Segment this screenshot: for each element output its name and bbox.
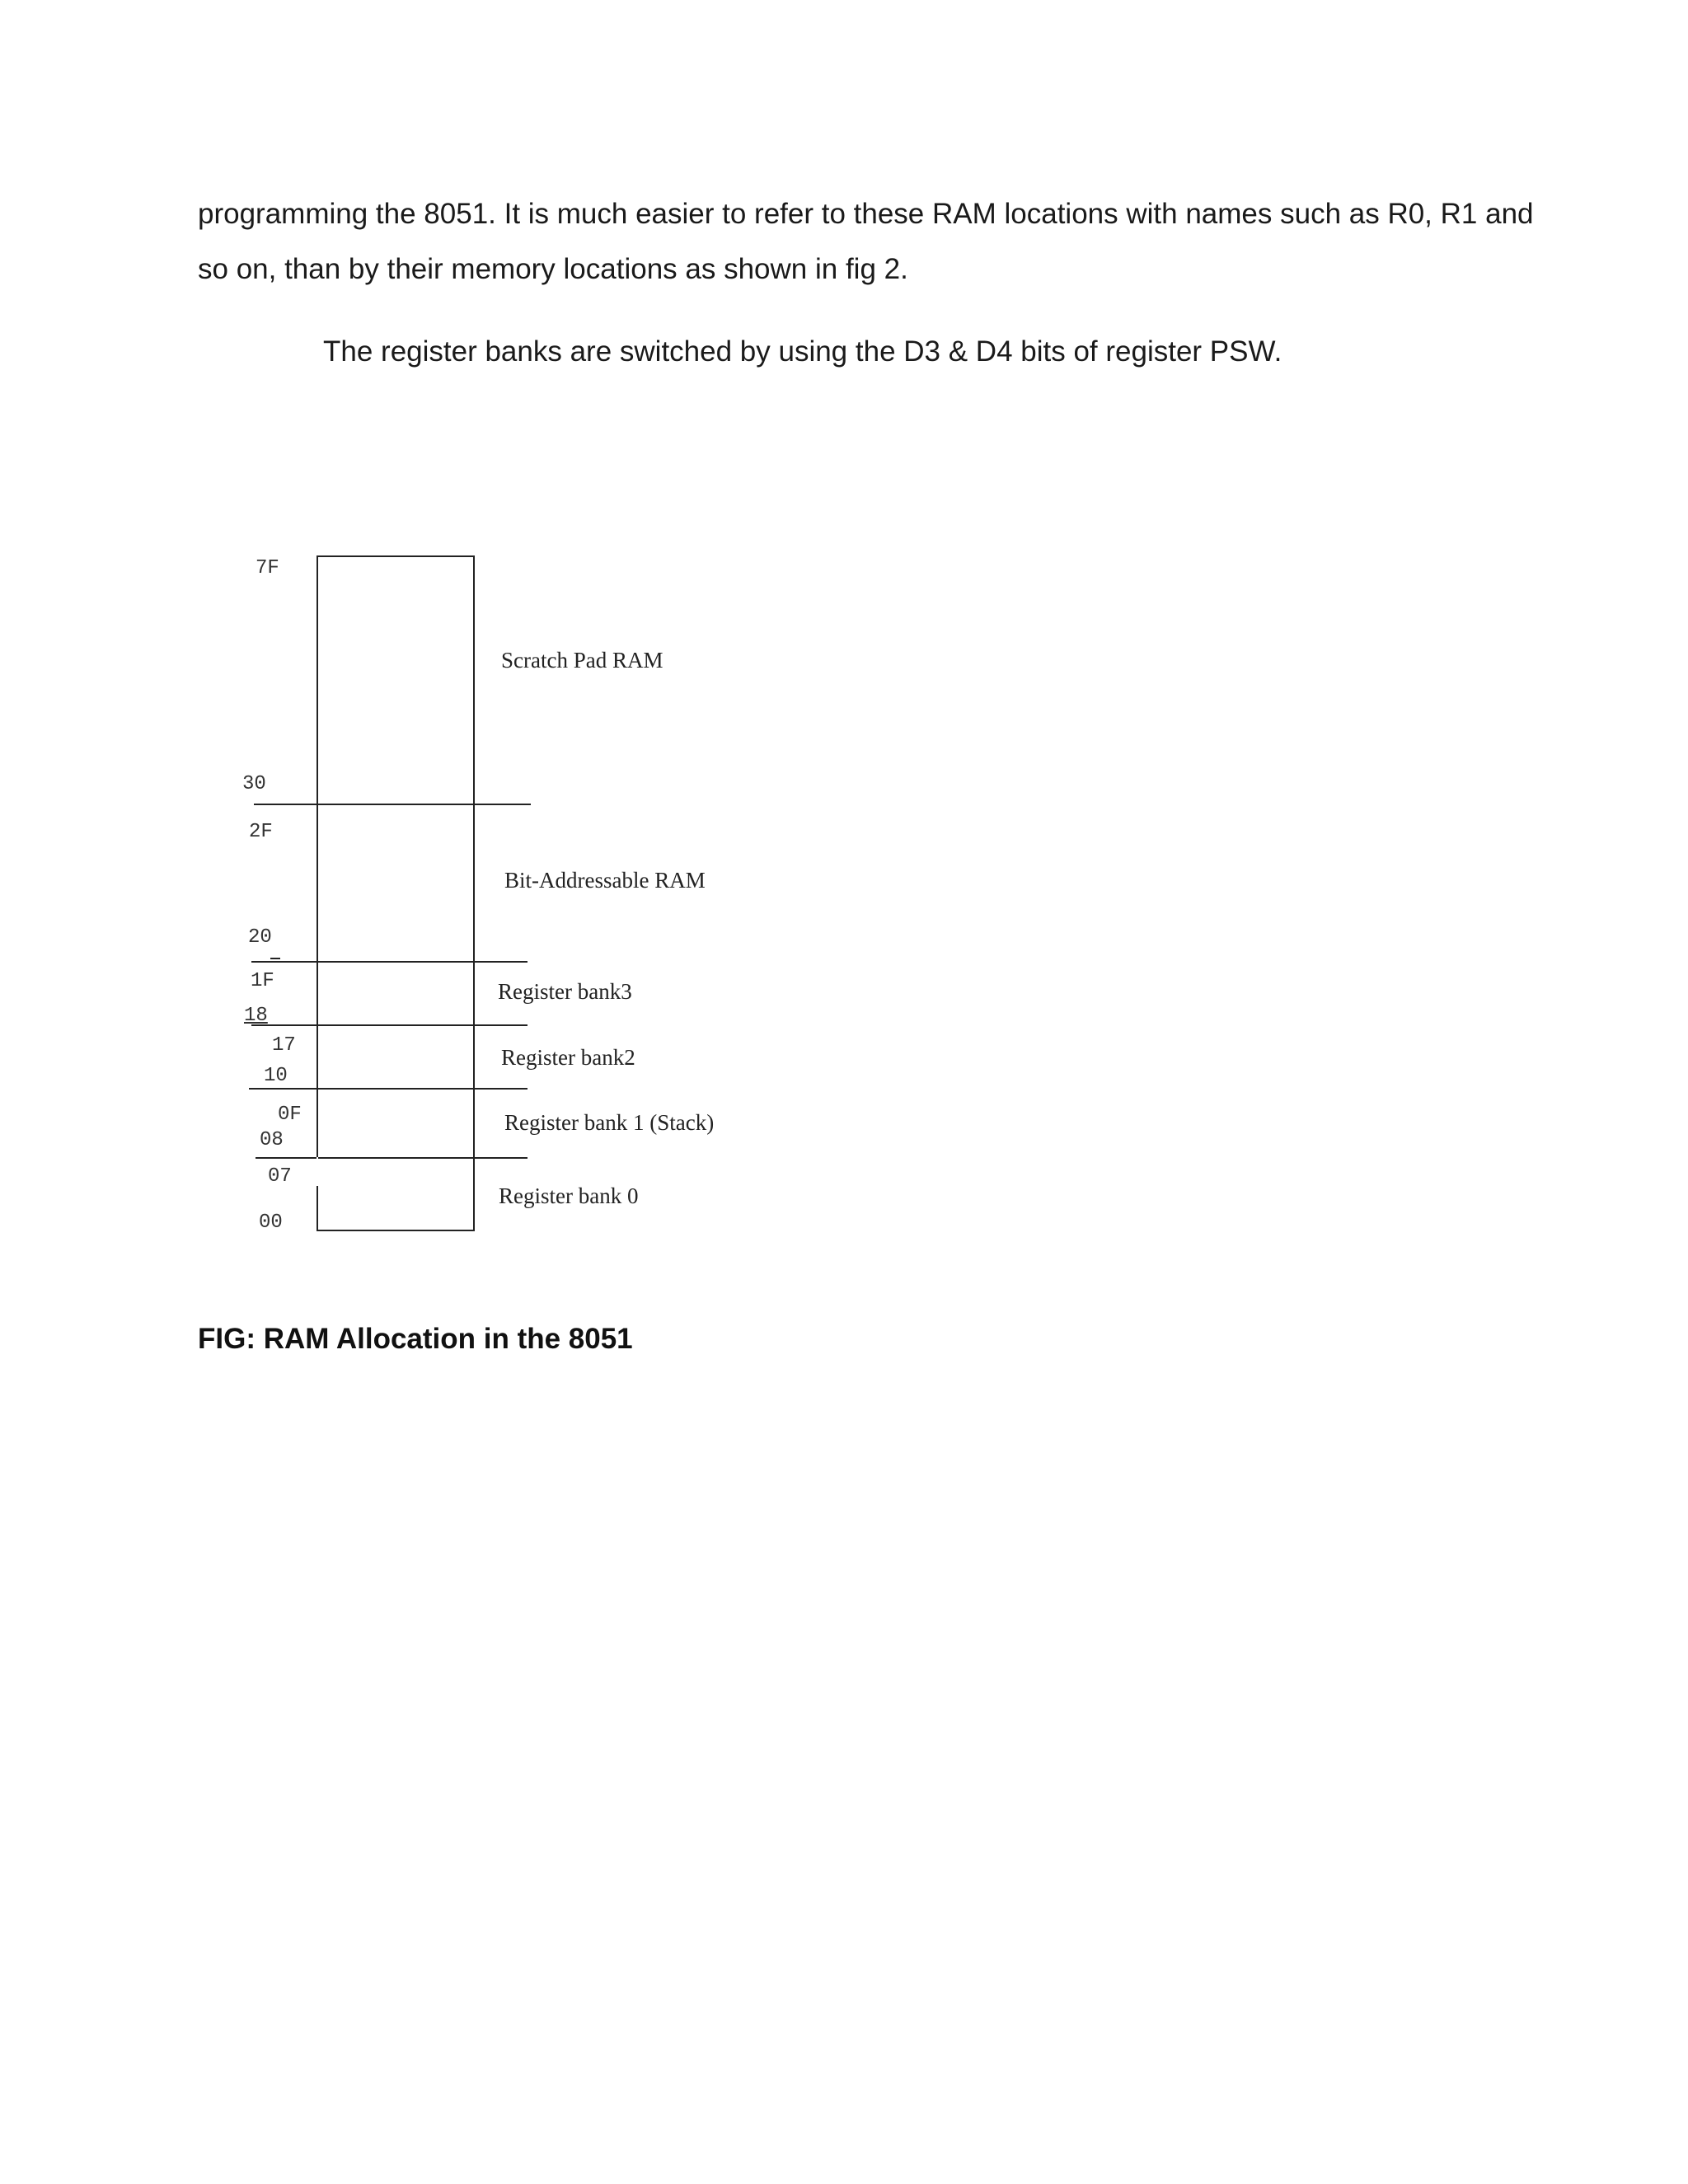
address-label-08: 08 bbox=[260, 1129, 284, 1151]
address-label-17: 17 bbox=[272, 1034, 296, 1057]
gap-mask bbox=[316, 1157, 318, 1186]
boundary-tick-20 bbox=[270, 958, 280, 959]
address-label-30: 30 bbox=[242, 773, 266, 795]
address-label-1F: 1F bbox=[251, 970, 274, 992]
segment-label-register-bank0: Register bank 0 bbox=[499, 1183, 639, 1208]
boundary-line-18 bbox=[251, 1024, 528, 1026]
boundary-line-08 bbox=[256, 1157, 528, 1159]
figure-caption: FIG: RAM Allocation in the 8051 bbox=[198, 1323, 633, 1355]
boundary-line-10 bbox=[249, 1088, 528, 1090]
segment-label-register-bank3: Register bank3 bbox=[498, 979, 632, 1004]
address-label-18: 18 bbox=[244, 1005, 268, 1027]
address-label-20: 20 bbox=[248, 926, 272, 949]
address-label-2F: 2F bbox=[249, 821, 273, 843]
body-paragraph-1: programming the 8051. It is much easier to refer to these RAM locations with names such as R0, R1 and bbox=[198, 198, 1534, 230]
body-paragraph-3: The register banks are switched by using the D3 & D4 bits of register PSW. bbox=[323, 335, 1282, 368]
memory-block-outline bbox=[316, 555, 475, 1231]
address-label-10: 10 bbox=[264, 1065, 288, 1087]
boundary-line-30 bbox=[254, 804, 531, 805]
segment-label-register-bank2: Register bank2 bbox=[501, 1045, 635, 1070]
left-edge-lower bbox=[316, 1188, 318, 1231]
address-label-00: 00 bbox=[259, 1212, 283, 1234]
address-label-07: 07 bbox=[268, 1165, 292, 1188]
segment-label-scratch-pad-ram: Scratch Pad RAM bbox=[501, 648, 663, 673]
segment-label-register-bank1-stack: Register bank 1 (Stack) bbox=[504, 1110, 715, 1135]
segment-label-bit-addressable-ram: Bit-Addressable RAM bbox=[504, 868, 706, 893]
boundary-line-20 bbox=[251, 961, 528, 963]
address-label-7F: 7F bbox=[256, 557, 279, 579]
address-label-0F: 0F bbox=[278, 1104, 302, 1126]
body-paragraph-2: so on, than by their memory locations as shown in fig 2. bbox=[198, 253, 908, 285]
